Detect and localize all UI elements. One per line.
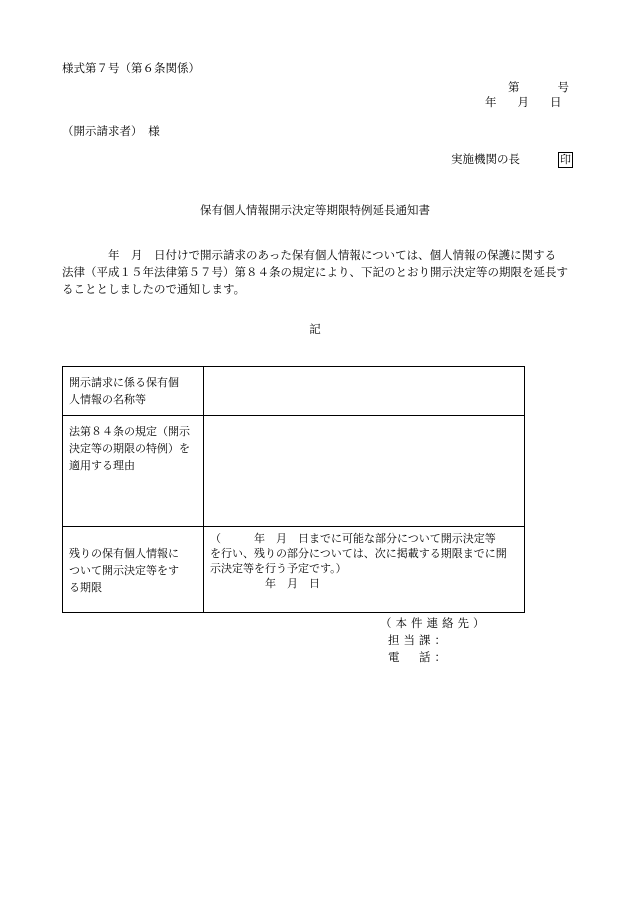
label-line: ついて開示決定等をす: [69, 564, 179, 577]
form-number: 様式第７号（第６条関係）: [62, 61, 200, 75]
body-line: 法律（平成１５年法律第５７号）第８４条の規定により、下記のとおり開示決定等の期限を延長す: [62, 265, 568, 279]
sender-label: 実施機関の長: [451, 152, 520, 166]
date-month: 月: [517, 95, 529, 109]
label-line: 決定等の期限の特例）を: [69, 442, 190, 455]
seal-mark: 印: [560, 153, 571, 166]
addressee: （開示請求者） 様: [62, 124, 160, 138]
row-label: [63, 527, 204, 613]
document-title: 保有個人情報開示決定等期限特例延長通知書: [200, 203, 430, 217]
label-line: る期限: [69, 581, 102, 594]
document-date: [485, 96, 562, 110]
value-line: を行い、残りの部分については、次に掲載する期限までに開: [210, 547, 507, 560]
info-table: [62, 366, 525, 613]
body-line: 年 月 日付けで開示請求のあった保有個人情報については、個人情報の保護に関する: [62, 248, 557, 262]
value-line: 示決定等を行う予定です。）: [210, 562, 347, 575]
label-line: 人情報の名称等: [69, 393, 146, 406]
label-line: 適用する理由: [69, 459, 135, 472]
value-line: 年 月 日: [210, 577, 320, 590]
contact-block: [380, 615, 489, 666]
contact-section: 担当課：: [388, 633, 450, 647]
document-number: [508, 81, 569, 95]
body-paragraph: [62, 247, 568, 298]
row-label: [63, 367, 204, 416]
label-line: 開示請求に係る保有個: [69, 376, 179, 389]
body-line: ることとしましたので通知します。: [62, 282, 246, 296]
contact-phone: 電 話：: [388, 650, 450, 664]
date-day: 日: [550, 95, 562, 109]
number-prefix: 第: [508, 80, 520, 94]
value-line: （ 年 月 日までに可能な部分について開示決定等: [210, 532, 496, 545]
label-line: 残りの保有個人情報に: [69, 547, 179, 560]
number-suffix: 号: [557, 80, 569, 94]
table-row: [63, 527, 525, 613]
label-line: 法第８４条の規定（開示: [69, 425, 190, 438]
date-year: 年: [485, 95, 497, 109]
sender: [451, 152, 573, 168]
contact-heading: （本件連絡先）: [380, 616, 489, 630]
ki-heading: 記: [309, 322, 321, 336]
table-row: [63, 416, 525, 527]
row-value: [204, 527, 525, 613]
row-value: [204, 367, 525, 416]
row-label: [63, 416, 204, 527]
row-value: [204, 416, 525, 527]
table-row: [63, 367, 525, 416]
